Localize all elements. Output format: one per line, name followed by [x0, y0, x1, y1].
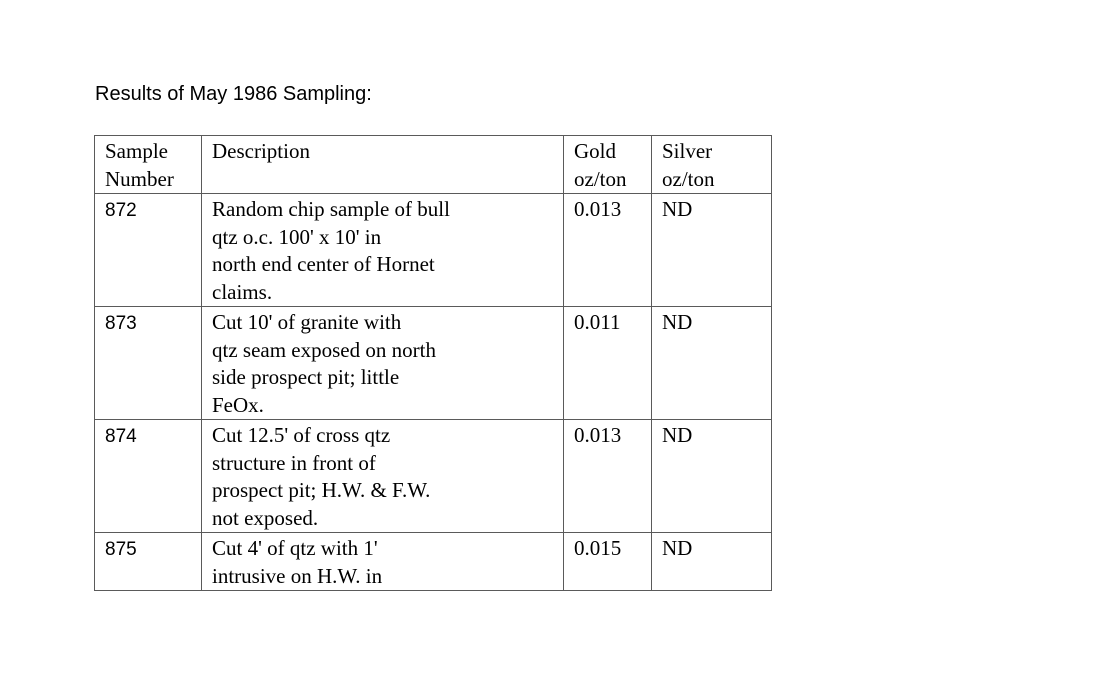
table-header-row — [95, 136, 772, 194]
table-row — [95, 420, 772, 533]
header-description — [202, 136, 564, 194]
description-line: Cut 4' of qtz with 1' — [212, 536, 378, 560]
silver-value: ND — [662, 310, 693, 334]
description-cell — [202, 533, 564, 591]
silver-value: ND — [662, 197, 693, 221]
sampling-results-table — [94, 135, 772, 591]
description-line: Random chip sample of bull — [212, 197, 450, 221]
sample-number-cell — [95, 194, 202, 307]
header-silver — [652, 136, 772, 194]
description-cell — [202, 307, 564, 420]
sample-number: 874 — [105, 426, 137, 447]
gold-value: 0.011 — [574, 310, 621, 334]
description-line: structure in front of — [212, 450, 376, 475]
header-description-label: Description — [212, 139, 310, 163]
header-silver-line1: Silver — [662, 139, 713, 163]
description-cell — [202, 420, 564, 533]
silver-cell — [652, 420, 772, 533]
sample-number: 872 — [105, 200, 137, 221]
description-line: qtz o.c. 100' x 10' in — [212, 224, 382, 249]
header-gold-line2: oz/ton — [574, 166, 627, 191]
table-row — [95, 194, 772, 307]
description-cell — [202, 194, 564, 307]
gold-cell — [564, 533, 652, 591]
header-sample-line1: Sample — [105, 139, 168, 163]
description-line: Cut 12.5' of cross qtz — [212, 423, 391, 447]
page-title: Results of May 1986 Sampling: — [95, 83, 372, 105]
gold-value: 0.013 — [574, 423, 622, 447]
sample-number: 875 — [105, 539, 137, 560]
header-sample-line2: Number — [105, 166, 174, 191]
description-line: qtz seam exposed on north — [212, 337, 436, 362]
header-silver-line2: oz/ton — [662, 166, 715, 191]
sample-number-cell — [95, 307, 202, 420]
gold-cell — [564, 307, 652, 420]
silver-cell — [652, 533, 772, 591]
description-line: not exposed. — [212, 505, 319, 530]
sample-number-cell — [95, 420, 202, 533]
gold-value: 0.013 — [574, 197, 622, 221]
sample-number: 873 — [105, 313, 137, 334]
table-row — [95, 533, 772, 591]
sample-number-cell — [95, 533, 202, 591]
header-gold — [564, 136, 652, 194]
description-line: intrusive on H.W. in — [212, 563, 383, 588]
header-gold-line1: Gold — [574, 139, 616, 163]
silver-cell — [652, 307, 772, 420]
description-line: side prospect pit; little — [212, 365, 400, 389]
silver-cell — [652, 194, 772, 307]
gold-value: 0.015 — [574, 536, 622, 560]
silver-value: ND — [662, 423, 693, 447]
header-sample-number — [95, 136, 202, 194]
description-line: north end center of Hornet — [212, 252, 435, 276]
description-line: prospect pit; H.W. & F.W. — [212, 478, 431, 502]
silver-value: ND — [662, 536, 693, 560]
description-line: FeOx. — [212, 392, 264, 417]
gold-cell — [564, 194, 652, 307]
table-row — [95, 307, 772, 420]
description-line: Cut 10' of granite with — [212, 310, 402, 334]
description-line: claims. — [212, 279, 273, 304]
gold-cell — [564, 420, 652, 533]
